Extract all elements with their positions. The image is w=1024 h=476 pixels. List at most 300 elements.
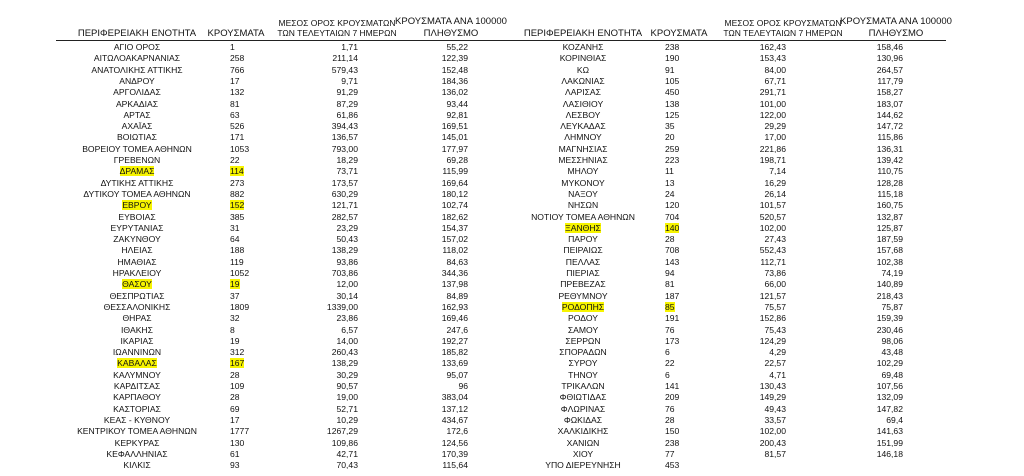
row-per-100k: 159,39: [876, 313, 903, 324]
row-per-100k: 230,46: [876, 324, 903, 335]
row-per-100k: 137,12: [441, 403, 468, 414]
row-avg-7day: 16,29: [764, 177, 786, 188]
row-region-name: ΘΕΣΠΡΩΤΙΑΣ: [109, 290, 165, 301]
highlight-mark: ΡΟΔΟΠΗΣ: [561, 301, 605, 312]
row-region-name: ΦΩΚΙΔΑΣ: [563, 414, 603, 425]
row-cases: 11: [665, 166, 674, 177]
row-avg-7day: 81,57: [764, 448, 786, 459]
row-region-name: ΓΡΕΒΕΝΩΝ: [113, 155, 161, 165]
row-per-100k: 84,63: [446, 256, 468, 267]
row-cases: 1809: [230, 301, 250, 312]
row-cases: 1777: [230, 426, 250, 437]
row-region-name: [508, 302, 658, 313]
row-avg-7day: 121,71: [331, 200, 358, 211]
row-cases: 190: [665, 53, 680, 64]
highlight-mark: 19: [230, 279, 240, 290]
row-region-name: ΠΡΕΒΕΖΑΣ: [560, 279, 606, 290]
row-cases: [230, 358, 270, 369]
row-avg-7day: 121,57: [759, 290, 786, 301]
row-region-name: ΜΑΓΝΗΣΙΑΣ: [558, 143, 608, 154]
row-cases: 20: [665, 132, 675, 143]
row-region-name: ΥΠΟ ΔΙΕΡΕΥΝΗΣΗ: [545, 460, 621, 471]
row-region-name: ΒΟΡΕΙΟΥ ΤΟΜΕΑ ΑΘΗΝΩΝ: [82, 143, 192, 154]
row-cases: 109: [230, 381, 245, 391]
row-region-name: [62, 200, 212, 211]
row-region-name: ΛΑΣΙΘΙΟΥ: [562, 98, 604, 109]
row-region-name: ΠΑΡΟΥ: [568, 234, 598, 245]
row-cases: [230, 200, 270, 211]
row-cases: 63: [230, 109, 240, 120]
row-cases: 32: [230, 313, 240, 324]
row-per-100k: 102,29: [876, 358, 903, 369]
header-per100k-line2: ΠΛΗΘΥΣΜΟ: [423, 27, 479, 39]
highlight-mark: 114: [230, 166, 244, 177]
row-avg-7day: 173,57: [331, 177, 358, 188]
highlight-mark: 85: [665, 301, 675, 312]
row-per-100k: [845, 460, 903, 471]
row-region-name: ΣΠΟΡΑΔΩΝ: [559, 347, 607, 358]
row-per-100k: 93,44: [446, 98, 468, 109]
row-avg-7day: 23,29: [336, 222, 358, 233]
row-cases: 130: [230, 437, 245, 448]
header-per100k-line2: ΠΛΗΘΥΣΜΟ: [868, 27, 924, 39]
row-per-100k: 102,38: [876, 256, 903, 267]
row-region-name: ΝΟΤΙΟΥ ΤΟΜΕΑ ΑΘΗΝΩΝ: [531, 211, 635, 222]
row-cases: 17: [230, 75, 240, 86]
row-per-100k: 130,96: [876, 53, 903, 64]
row-region-name: ΑΝΑΤΟΛΙΚΗΣ ΑΤΤΙΚΗΣ: [91, 64, 183, 75]
row-cases: 76: [665, 324, 675, 335]
row-cases: [665, 223, 705, 234]
row-region-name: ΒΟΙΩΤΙΑΣ: [117, 132, 157, 143]
row-cases: 704: [665, 211, 680, 222]
row-avg-7day: 138,29: [331, 358, 358, 369]
row-per-100k: 92,81: [446, 109, 468, 120]
row-region-name: ΛΗΜΝΟΥ: [564, 132, 602, 143]
row-per-100k: 133,69: [441, 358, 468, 369]
row-per-100k: 118,02: [442, 245, 468, 256]
row-cases: 69: [230, 403, 240, 414]
row-avg-7day: 198,71: [759, 155, 786, 165]
row-avg-7day: 102,00: [759, 426, 786, 437]
header-avg-line1: ΜΕΣΟΣ ΟΡΟΣ ΚΡΟΥΣΜΑΤΩΝ: [278, 18, 396, 28]
row-cases: [230, 279, 270, 290]
row-region-name: ΠΕΙΡΑΙΩΣ: [563, 245, 603, 256]
row-cases: 28: [665, 414, 675, 425]
row-avg-7day: 67,71: [764, 75, 786, 86]
row-region-name: ΤΡΙΚΑΛΩΝ: [561, 381, 605, 391]
row-cases: 22: [230, 155, 240, 165]
row-avg-7day: 291,71: [759, 87, 786, 98]
row-per-100k: 383,04: [441, 392, 468, 403]
row-avg-7day: 50,43: [336, 234, 358, 245]
header-avg-line2: ΤΩΝ ΤΕΛΕΥΤΑΙΩΝ 7 ΗΜΕΡΩΝ: [723, 28, 843, 38]
header-per100k-right: [836, 17, 956, 39]
row-cases: 28: [230, 392, 240, 403]
row-region-name: ΗΜΑΘΙΑΣ: [117, 256, 157, 267]
row-avg-7day: 42,71: [336, 448, 358, 459]
row-cases: 61: [230, 448, 240, 459]
row-avg-7day: 26,14: [764, 188, 786, 199]
row-avg-7day: 579,43: [331, 64, 358, 75]
header-cases-left: ΚΡΟΥΣΜΑΤΑ: [207, 28, 265, 39]
row-per-100k: 183,07: [876, 98, 903, 109]
row-region-name: ΙΘΑΚΗΣ: [121, 324, 153, 335]
row-region-name: ΚΟΖΑΝΗΣ: [562, 42, 604, 52]
row-cases: 125: [665, 109, 680, 120]
row-cases: 17: [230, 414, 240, 425]
row-avg-7day: 122,00: [759, 109, 786, 120]
row-avg-7day: 33,57: [764, 414, 786, 425]
row-cases: 385: [230, 211, 245, 222]
row-avg-7day: 109,86: [331, 437, 358, 448]
row-per-100k: 151,99: [876, 437, 903, 448]
row-avg-7day: 630,29: [331, 188, 358, 199]
row-cases: 526: [230, 121, 245, 132]
row-cases: 150: [665, 426, 680, 437]
row-avg-7day: 138,29: [331, 245, 358, 256]
row-region-name: ΚΑΣΤΟΡΙΑΣ: [113, 403, 161, 414]
row-region-name: ΚΙΛΚΙΣ: [123, 460, 151, 471]
row-region-name: ΑΡΓΟΛΙΔΑΣ: [113, 87, 161, 98]
row-cases: 138: [665, 98, 680, 109]
row-region-name: ΑΡΚΑΔΙΑΣ: [115, 98, 159, 109]
row-cases: 6: [665, 369, 670, 380]
row-per-100k: 69,48: [881, 369, 903, 380]
header-avg-right: [718, 19, 848, 38]
row-avg-7day: 211,14: [332, 53, 358, 64]
row-region-name: ΚΕΑΣ - ΚΥΘΝΟΥ: [103, 414, 171, 425]
row-avg-7day: 23,86: [336, 313, 358, 324]
row-cases: 76: [665, 403, 675, 414]
row-avg-7day: 17,00: [764, 132, 786, 143]
row-per-100k: 136,31: [876, 143, 903, 154]
row-avg-7day: 22,57: [764, 358, 786, 369]
row-cases: 64: [230, 234, 240, 245]
row-avg-7day: 91,29: [336, 87, 358, 98]
row-region-name: ΑΝΔΡΟΥ: [119, 75, 155, 86]
row-region-name: ΑΓΙΟ ΟΡΟΣ: [113, 42, 161, 52]
row-per-100k: 102,74: [441, 200, 468, 211]
row-region-name: ΡΟΔΟΥ: [568, 313, 598, 324]
row-per-100k: 146,18: [876, 448, 903, 459]
row-cases: 258: [230, 53, 245, 64]
highlight-mark: ΘΑΣΟΥ: [122, 279, 152, 290]
row-avg-7day: 84,00: [764, 64, 786, 75]
highlight-mark: ΕΒΡΟΥ: [122, 200, 152, 211]
row-region-name: ΕΥΡΥΤΑΝΙΑΣ: [110, 222, 164, 233]
row-region-name: ΤΗΝΟΥ: [568, 369, 598, 380]
row-cases: 173: [665, 335, 680, 346]
row-region-name: ΠΙΕΡΙΑΣ: [566, 268, 600, 278]
row-per-100k: 154,37: [441, 222, 468, 233]
row-avg-7day: 93,86: [336, 256, 358, 267]
row-avg-7day: 27,43: [764, 234, 786, 245]
row-avg-7day: 19,00: [336, 392, 358, 403]
row-per-100k: 125,87: [876, 222, 903, 233]
row-per-100k: 264,57: [876, 64, 903, 75]
row-cases: 188: [230, 245, 245, 256]
row-cases: 35: [665, 121, 675, 132]
row-avg-7day: 124,29: [759, 335, 786, 346]
row-region-name: ΚΩ: [576, 64, 590, 75]
row-region-name: ΚΕΝΤΡΙΚΟΥ ΤΟΜΕΑ ΑΘΗΝΩΝ: [77, 426, 197, 437]
row-region-name: ΡΕΘΥΜΝΟΥ: [558, 290, 608, 301]
row-per-100k: 136,02: [441, 87, 468, 98]
row-avg-7day: 18,29: [336, 155, 358, 165]
row-cases: [665, 302, 705, 313]
row-per-100k: 75,87: [881, 301, 903, 312]
row-per-100k: 180,12: [441, 188, 468, 199]
row-cases: 238: [665, 42, 680, 52]
row-per-100k: 247,6: [446, 324, 468, 335]
row-avg-7day: 14,00: [336, 335, 358, 346]
row-cases: 37: [230, 290, 240, 301]
row-cases: 171: [230, 132, 245, 143]
highlight-mark: 140: [665, 222, 680, 233]
row-per-100k: 145,01: [441, 132, 468, 143]
row-per-100k: 115,18: [877, 188, 903, 199]
row-per-100k: 139,42: [876, 155, 903, 165]
row-region-name: ΛΑΚΩΝΙΑΣ: [561, 75, 605, 86]
row-per-100k: 182,62: [441, 211, 468, 222]
row-avg-7day: 10,29: [336, 414, 358, 425]
row-avg-7day: 1,71: [341, 42, 358, 52]
row-per-100k: 132,09: [876, 392, 903, 403]
row-avg-7day: 282,57: [331, 211, 358, 222]
row-avg-7day: 70,43: [336, 460, 358, 471]
row-region-name: ΛΕΣΒΟΥ: [565, 109, 601, 120]
row-avg-7day: 136,57: [331, 132, 358, 143]
row-cases: 24: [665, 188, 675, 199]
row-cases: 13: [665, 177, 675, 188]
row-per-100k: 147,82: [876, 403, 903, 414]
row-region-name: ΣΥΡΟΥ: [568, 358, 598, 369]
header-avg-left: [272, 19, 402, 38]
row-per-100k: 158,27: [876, 87, 903, 98]
row-region-name: ΚΑΡΠΑΘΟΥ: [113, 392, 161, 403]
row-region-name: ΙΚΑΡΙΑΣ: [120, 335, 154, 346]
row-avg-7day: 102,00: [759, 222, 786, 233]
row-cases: 273: [230, 177, 245, 188]
row-avg-7day: 394,43: [331, 121, 358, 132]
row-avg-7day: 703,86: [331, 268, 358, 278]
row-per-100k: 144,62: [876, 109, 903, 120]
row-per-100k: 55,22: [446, 42, 468, 52]
row-region-name: ΑΧΑΪΑΣ: [121, 121, 153, 132]
row-per-100k: 117,79: [877, 75, 903, 86]
row-avg-7day: 130,43: [759, 381, 786, 391]
row-per-100k: 69,28: [446, 155, 468, 165]
highlight-mark: ΔΡΑΜΑΣ: [119, 166, 155, 177]
row-cases: 187: [665, 290, 680, 301]
row-per-100k: 218,43: [876, 290, 903, 301]
row-avg-7day: 6,57: [341, 324, 358, 335]
row-per-100k: 96: [458, 381, 468, 391]
row-region-name: ΗΡΑΚΛΕΙΟΥ: [112, 268, 162, 278]
row-region-name: ΚΕΡΚΥΡΑΣ: [114, 437, 160, 448]
row-region-name: ΚΕΦΑΛΛΗΝΙΑΣ: [106, 448, 168, 459]
row-region-name: ΠΕΛΛΑΣ: [565, 256, 601, 267]
row-cases: 77: [665, 448, 675, 459]
row-region-name: [62, 279, 212, 290]
row-region-name: ΚΟΡΙΝΘΙΑΣ: [559, 53, 607, 64]
row-per-100k: 158,46: [876, 42, 903, 52]
row-per-100k: 69,4: [886, 414, 903, 425]
row-per-100k: 177,97: [441, 143, 468, 154]
row-per-100k: 115,86: [877, 132, 903, 143]
row-region-name: ΧΑΝΙΩΝ: [566, 437, 600, 448]
row-avg-7day: 12,00: [336, 279, 358, 290]
highlight-mark: ΞΑΝΘΗΣ: [565, 222, 601, 233]
row-per-100k: 157,68: [876, 245, 903, 256]
row-region-name: ΛΕΥΚΑΔΑΣ: [560, 121, 606, 132]
row-cases: 1: [230, 42, 235, 52]
header-cases-right: ΚΡΟΥΣΜΑΤΑ: [650, 28, 708, 39]
header-region-right: ΠΕΡΙΦΕΡΕΙΑΚΗ ΕΝΟΤΗΤΑ: [523, 28, 643, 39]
row-per-100k: 157,02: [441, 234, 468, 245]
row-region-name: ΣΕΡΡΩΝ: [565, 335, 601, 346]
row-per-100k: 122,39: [441, 53, 468, 64]
row-region-name: ΧΙΟΥ: [572, 448, 594, 459]
row-cases: 120: [665, 200, 680, 211]
row-per-100k: 192,27: [441, 335, 468, 346]
row-cases: 238: [665, 437, 680, 448]
row-region-name: ΦΘΙΩΤΙΔΑΣ: [559, 392, 607, 403]
row-per-100k: 169,51: [441, 121, 468, 132]
row-cases: 1053: [230, 143, 250, 154]
header-per100k-line1: ΚΡΟΥΣΜΑΤΑ ΑΝΑ 100000: [840, 16, 952, 27]
row-avg-7day: 101,00: [759, 98, 786, 109]
row-per-100k: 434,67: [441, 414, 468, 425]
row-avg-7day: 87,29: [336, 98, 358, 109]
row-region-name: ΧΑΛΚΙΔΙΚΗΣ: [557, 426, 609, 437]
row-per-100k: 141,63: [876, 426, 903, 437]
row-region-name: ΙΩΑΝΝΙΝΩΝ: [112, 347, 162, 358]
row-avg-7day: 162,43: [759, 42, 786, 52]
row-region-name: ΦΛΩΡΙΝΑΣ: [560, 403, 606, 414]
row-avg-7day: 90,57: [336, 381, 358, 391]
row-region-name: ΘΗΡΑΣ: [122, 313, 152, 324]
row-per-100k: 152,48: [441, 64, 468, 75]
row-avg-7day: 61,86: [336, 109, 358, 120]
row-cases: 209: [665, 392, 680, 403]
header-per100k-left: [391, 17, 511, 39]
row-cases: 223: [665, 155, 680, 165]
row-per-100k: 124,56: [441, 437, 468, 448]
row-avg-7day: 1339,00: [326, 301, 358, 312]
row-cases: 8: [230, 324, 235, 335]
row-cases: 28: [230, 369, 240, 380]
row-region-name: ΔΥΤΙΚΟΥ ΤΟΜΕΑ ΑΘΗΝΩΝ: [83, 188, 191, 199]
row-per-100k: 184,36: [441, 75, 468, 86]
row-per-100k: 110,75: [877, 166, 903, 177]
row-cases: 119: [230, 256, 244, 267]
row-cases: 312: [230, 347, 245, 358]
row-per-100k: 170,39: [441, 448, 468, 459]
row-cases: 141: [665, 381, 680, 391]
row-avg-7day: 153,43: [759, 53, 786, 64]
row-cases: 28: [665, 234, 675, 245]
row-avg-7day: 52,71: [336, 403, 358, 414]
row-cases: 105: [665, 75, 680, 86]
row-region-name: ΝΗΣΩΝ: [567, 200, 599, 211]
row-region-name: ΚΑΛΥΜΝΟΥ: [113, 369, 161, 380]
row-per-100k: 132,87: [876, 211, 903, 222]
row-cases: 93: [230, 460, 240, 471]
row-region-name: ΔΥΤΙΚΗΣ ΑΤΤΙΚΗΣ: [100, 177, 174, 188]
row-avg-7day: 49,43: [764, 403, 786, 414]
header-region-left: ΠΕΡΙΦΕΡΕΙΑΚΗ ΕΝΟΤΗΤΑ: [77, 28, 197, 39]
row-per-100k: 169,46: [441, 313, 468, 324]
row-cases: 19: [230, 335, 240, 346]
row-avg-7day: 112,71: [760, 256, 786, 267]
row-per-100k: 115,64: [442, 460, 468, 471]
header-rule: [56, 40, 946, 41]
row-avg-7day: 30,14: [336, 290, 358, 301]
row-cases: 453: [665, 460, 680, 471]
row-avg-7day: 520,57: [759, 211, 786, 222]
row-cases: 259: [665, 143, 680, 154]
highlight-mark: ΚΑΒΑΛΑΣ: [117, 358, 157, 369]
row-per-100k: 74,19: [881, 268, 903, 278]
row-avg-7day: 149,29: [759, 392, 786, 403]
row-avg-7day: 30,29: [336, 369, 358, 380]
row-per-100k: 95,07: [446, 369, 468, 380]
row-avg-7day: 4,71: [769, 369, 786, 380]
row-per-100k: 169,64: [441, 177, 468, 188]
row-cases: 191: [665, 313, 680, 324]
row-region-name: ΛΑΡΙΣΑΣ: [565, 87, 601, 98]
row-per-100k: 115,99: [442, 166, 468, 177]
row-per-100k: 128,28: [876, 177, 903, 188]
row-avg-7day: 66,00: [764, 279, 786, 290]
row-cases: 94: [665, 268, 675, 278]
row-per-100k: 185,82: [441, 347, 468, 358]
row-region-name: ΣΑΜΟΥ: [567, 324, 599, 335]
row-region-name: ΜΥΚΟΝΟΥ: [561, 177, 605, 188]
row-avg-7day: 552,43: [759, 245, 786, 256]
header-per100k-line1: ΚΡΟΥΣΜΑΤΑ ΑΝΑ 100000: [395, 16, 507, 27]
row-cases: 143: [665, 256, 680, 267]
row-per-100k: 344,36: [441, 268, 468, 278]
row-cases: 81: [230, 98, 240, 109]
row-cases: 766: [230, 64, 245, 75]
row-per-100k: 98,06: [881, 335, 903, 346]
row-region-name: ΑΙΤΩΛΟΑΚΑΡΝΑΝΙΑΣ: [93, 53, 181, 64]
row-avg-7day: 260,43: [331, 347, 358, 358]
row-avg-7day: 152,86: [759, 313, 786, 324]
row-per-100k: 187,59: [876, 234, 903, 245]
row-region-name: [62, 358, 212, 369]
row-avg-7day: 9,71: [341, 75, 358, 86]
row-region-name: [508, 223, 658, 234]
row-per-100k: 162,93: [441, 301, 468, 312]
header-avg-line1: ΜΕΣΟΣ ΟΡΟΣ ΚΡΟΥΣΜΑΤΩΝ: [724, 18, 842, 28]
row-per-100k: 160,75: [876, 200, 903, 211]
row-cases: [230, 166, 270, 177]
row-avg-7day: 200,43: [759, 437, 786, 448]
row-avg-7day: 75,57: [764, 301, 786, 312]
highlight-mark: 152: [230, 200, 245, 211]
row-avg-7day: [730, 460, 786, 471]
row-avg-7day: 75,43: [764, 324, 786, 335]
row-cases: 450: [665, 87, 680, 98]
row-avg-7day: 793,00: [331, 143, 358, 154]
row-cases: 882: [230, 188, 245, 199]
row-cases: 708: [665, 245, 680, 256]
row-per-100k: 140,89: [876, 279, 903, 290]
